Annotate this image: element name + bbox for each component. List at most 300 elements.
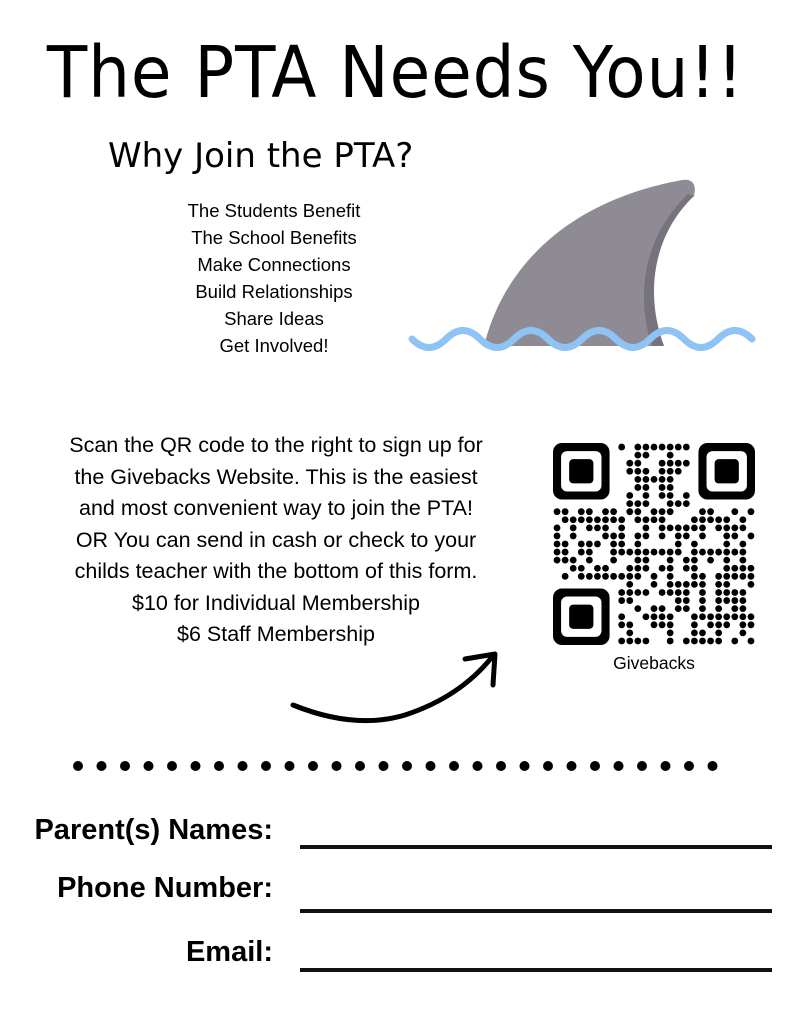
qr-module [683, 444, 690, 451]
form-row-phone [0, 868, 791, 918]
divider-dot [661, 761, 671, 771]
qr-module [578, 549, 585, 556]
qr-module [699, 533, 706, 540]
qr-module [594, 524, 601, 531]
qr-module [691, 549, 698, 556]
qr-module [675, 500, 682, 507]
qr-module [723, 565, 730, 572]
qr-module [651, 573, 658, 580]
qr-module [731, 549, 738, 556]
qr-module [634, 516, 641, 523]
qr-module [739, 524, 746, 531]
divider-dot [238, 761, 248, 771]
qr-module [602, 516, 609, 523]
qr-module [659, 524, 666, 531]
qr-module [643, 638, 650, 645]
info-line: OR You can send in cash or check to your [75, 527, 477, 552]
qr-module [634, 565, 641, 572]
qr-module [675, 524, 682, 531]
qr-finder-pattern [715, 459, 739, 483]
divider-dot [355, 761, 365, 771]
qr-module [602, 573, 609, 580]
divider-dot [473, 761, 483, 771]
divider-dot [614, 761, 624, 771]
qr-module [731, 605, 738, 612]
qr-module [707, 557, 714, 564]
qr-module [683, 597, 690, 604]
qr-module [691, 573, 698, 580]
qr-finder-pattern [569, 459, 593, 483]
qr-module [643, 557, 650, 564]
qr-module [651, 605, 658, 612]
qr-module [731, 638, 738, 645]
qr-module [667, 549, 674, 556]
qr-module [643, 533, 650, 540]
qr-module [699, 629, 706, 636]
qr-module [634, 605, 641, 612]
qr-module [562, 573, 569, 580]
qr-module [715, 605, 722, 612]
qr-module [643, 613, 650, 620]
qr-module [626, 565, 633, 572]
qr-module [667, 492, 674, 499]
qr-module [570, 516, 577, 523]
divider-dot [684, 761, 694, 771]
qr-module [659, 492, 666, 499]
qr-module [626, 573, 633, 580]
divider-dot [520, 761, 530, 771]
qr-module [699, 524, 706, 531]
qr-module [731, 613, 738, 620]
qr-module [578, 541, 585, 548]
divider-dot [496, 761, 506, 771]
qr-module [707, 613, 714, 620]
qr-code-icon[interactable] [553, 443, 755, 645]
qr-module [586, 541, 593, 548]
qr-module [634, 541, 641, 548]
qr-module [739, 549, 746, 556]
qr-module [731, 533, 738, 540]
qr-module [675, 549, 682, 556]
qr-module [562, 508, 569, 515]
qr-module [667, 638, 674, 645]
qr-module [691, 557, 698, 564]
qr-module [610, 508, 617, 515]
qr-module [651, 581, 658, 588]
qr-module [610, 573, 617, 580]
qr-module [626, 629, 633, 636]
qr-module [602, 508, 609, 515]
qr-module [731, 589, 738, 596]
benefit-item: The School Benefits [191, 227, 357, 248]
qr-module [618, 589, 625, 596]
divider-dot [214, 761, 224, 771]
qr-module [618, 638, 625, 645]
qr-module [748, 573, 755, 580]
qr-module [715, 597, 722, 604]
benefit-item: The Students Benefit [187, 200, 361, 221]
qr-module [659, 549, 666, 556]
qr-module [723, 597, 730, 604]
qr-module [699, 573, 706, 580]
qr-module [683, 565, 690, 572]
qr-module [699, 613, 706, 620]
qr-module [748, 613, 755, 620]
form-label: Phone Number: [57, 872, 273, 904]
divider-dot [120, 761, 130, 771]
qr-module [683, 605, 690, 612]
qr-module [651, 516, 658, 523]
qr-module [626, 597, 633, 604]
qr-module [626, 549, 633, 556]
shark-fin-icon [402, 172, 762, 362]
divider-dot [567, 761, 577, 771]
info-line: and most convenient way to join the PTA! [79, 496, 473, 520]
divider-dot [449, 761, 459, 771]
qr-module [707, 638, 714, 645]
qr-module [667, 500, 674, 507]
qr-module [667, 581, 674, 588]
qr-module [610, 533, 617, 540]
qr-module [659, 533, 666, 540]
qr-module [707, 508, 714, 515]
qr-module [578, 573, 585, 580]
qr-module [659, 589, 666, 596]
qr-module [643, 500, 650, 507]
qr-module [739, 573, 746, 580]
qr-module [659, 605, 666, 612]
qr-module [683, 500, 690, 507]
qr-module [651, 508, 658, 515]
page-title: The PTA Needs You!! [46, 31, 745, 114]
qr-module [634, 444, 641, 451]
info-line: Scan the QR code to the right to sign up for [69, 433, 483, 457]
qr-module [634, 549, 641, 556]
qr-module [634, 573, 641, 580]
qr-module [626, 468, 633, 475]
qr-module [723, 533, 730, 540]
qr-module [643, 468, 650, 475]
divider-dot [590, 761, 600, 771]
divider-dot [426, 761, 436, 771]
dotted-divider [70, 756, 720, 776]
qr-module [699, 638, 706, 645]
qr-module [618, 597, 625, 604]
divider-dot [97, 761, 107, 771]
qr-module [570, 524, 577, 531]
qr-module [634, 638, 641, 645]
divider-dot [637, 761, 647, 771]
info-line: childs teacher with the bottom of this form. [74, 559, 478, 583]
divider-dot [543, 761, 553, 771]
qr-module [675, 444, 682, 451]
qr-module [562, 541, 569, 548]
qr-module [578, 508, 585, 515]
qr-module [659, 484, 666, 491]
qr-module [707, 549, 714, 556]
qr-module [626, 508, 633, 515]
qr-module [683, 524, 690, 531]
qr-module [643, 549, 650, 556]
qr-module [626, 638, 633, 645]
qr-module [691, 516, 698, 523]
qr-module [643, 524, 650, 531]
qr-module [707, 621, 714, 628]
qr-module [723, 589, 730, 596]
qr-module [651, 476, 658, 483]
qr-module [634, 500, 641, 507]
qr-module [739, 613, 746, 620]
qr-module [667, 565, 674, 572]
qr-module [683, 533, 690, 540]
qr-module [643, 484, 650, 491]
qr-module [554, 541, 561, 548]
qr-module [723, 516, 730, 523]
divider-dot [308, 761, 318, 771]
benefit-item: Share Ideas [224, 308, 324, 329]
qr-module [699, 549, 706, 556]
phone-number-line[interactable] [300, 909, 772, 913]
qr-module [643, 565, 650, 572]
benefit-item: Get Involved! [219, 335, 329, 356]
qr-module [586, 557, 593, 564]
divider-dot [285, 761, 295, 771]
qr-module [675, 468, 682, 475]
qr-module [691, 621, 698, 628]
qr-module [659, 613, 666, 620]
qr-module [699, 589, 706, 596]
divider-dot [402, 761, 412, 771]
qr-module [699, 508, 706, 515]
qr-module [723, 524, 730, 531]
qr-module [667, 573, 674, 580]
qr-module [675, 460, 682, 467]
qr-module [634, 476, 641, 483]
qr-module [715, 629, 722, 636]
qr-module [570, 533, 577, 540]
qr-module [667, 508, 674, 515]
qr-module [683, 492, 690, 499]
qr-module [675, 597, 682, 604]
qr-module [699, 605, 706, 612]
qr-module [643, 492, 650, 499]
qr-module [618, 549, 625, 556]
qr-label: Givebacks [613, 653, 695, 673]
qr-module [691, 524, 698, 531]
qr-module [667, 476, 674, 483]
qr-module [691, 565, 698, 572]
qr-module [554, 549, 561, 556]
qr-module [683, 638, 690, 645]
form-row-parent-names [0, 810, 791, 860]
benefit-item: Build Relationships [195, 281, 353, 302]
qr-module [667, 484, 674, 491]
qr-module [586, 524, 593, 531]
qr-module [739, 541, 746, 548]
qr-module [739, 605, 746, 612]
benefits-list [150, 197, 398, 359]
qr-module [626, 492, 633, 499]
qr-module [618, 516, 625, 523]
qr-module [659, 565, 666, 572]
parent-names-line[interactable] [300, 845, 772, 849]
qr-module [659, 476, 666, 483]
qr-module [731, 508, 738, 515]
qr-module [707, 516, 714, 523]
qr-module [699, 516, 706, 523]
qr-module [691, 629, 698, 636]
qr-module [683, 460, 690, 467]
qr-module [643, 589, 650, 596]
qr-module [570, 557, 577, 564]
qr-module [715, 613, 722, 620]
qr-module [715, 621, 722, 628]
qr-module [594, 541, 601, 548]
qr-module [731, 565, 738, 572]
qr-module [618, 541, 625, 548]
qr-module [715, 524, 722, 531]
qr-module [570, 565, 577, 572]
form-label: Email: [185, 936, 273, 968]
divider-dot [144, 761, 154, 771]
qr-module [731, 524, 738, 531]
qr-module [618, 524, 625, 531]
qr-module [667, 468, 674, 475]
qr-module [683, 557, 690, 564]
qr-module [667, 452, 674, 459]
qr-module [739, 557, 746, 564]
qr-module [748, 638, 755, 645]
qr-module [667, 613, 674, 620]
qr-module [634, 452, 641, 459]
qr-module [723, 557, 730, 564]
divider-dot [332, 761, 342, 771]
qr-module [554, 557, 561, 564]
form-label: Parent(s) Names: [34, 814, 273, 846]
qr-module [643, 444, 650, 451]
divider-dot [191, 761, 201, 771]
qr-finder-pattern [569, 605, 593, 629]
subtitle: Why Join the PTA? [108, 136, 414, 176]
email-line[interactable] [300, 968, 772, 972]
qr-module [578, 516, 585, 523]
qr-module [683, 589, 690, 596]
qr-module [659, 621, 666, 628]
qr-module [748, 621, 755, 628]
qr-module [602, 565, 609, 572]
qr-module [634, 460, 641, 467]
benefit-item: Make Connections [197, 254, 351, 275]
qr-module [748, 581, 755, 588]
qr-module [739, 589, 746, 596]
divider-dot [167, 761, 177, 771]
divider-dot [379, 761, 389, 771]
form-row-email [0, 932, 791, 982]
qr-module [562, 557, 569, 564]
qr-module [586, 516, 593, 523]
qr-module [643, 476, 650, 483]
qr-module [554, 524, 561, 531]
qr-module [731, 597, 738, 604]
qr-module [594, 516, 601, 523]
qr-module [739, 597, 746, 604]
qr-module [643, 452, 650, 459]
qr-module [659, 460, 666, 467]
qr-module [667, 589, 674, 596]
qr-module [675, 605, 682, 612]
qr-module [667, 557, 674, 564]
qr-module [691, 613, 698, 620]
qr-module [691, 541, 698, 548]
qr-module [659, 508, 666, 515]
qr-module [651, 549, 658, 556]
qr-module [675, 533, 682, 540]
qr-module [739, 621, 746, 628]
qr-module [562, 549, 569, 556]
qr-module [618, 533, 625, 540]
qr-module [715, 638, 722, 645]
qr-module [748, 565, 755, 572]
qr-module [723, 581, 730, 588]
info-line: $6 Staff Membership [177, 622, 375, 646]
qr-module [586, 549, 593, 556]
qr-module [691, 581, 698, 588]
qr-module [610, 549, 617, 556]
qr-module [602, 533, 609, 540]
qr-module [739, 565, 746, 572]
curved-arrow-icon [285, 645, 505, 735]
qr-module [594, 565, 601, 572]
qr-module [626, 581, 633, 588]
qr-module [723, 541, 730, 548]
divider-dot [261, 761, 271, 771]
qr-module [594, 573, 601, 580]
qr-module [675, 541, 682, 548]
qr-module [626, 500, 633, 507]
qr-module [626, 589, 633, 596]
qr-module [651, 613, 658, 620]
qr-module [715, 549, 722, 556]
qr-module [626, 460, 633, 467]
qr-module [731, 573, 738, 580]
qr-module [675, 581, 682, 588]
qr-module [634, 508, 641, 515]
qr-module [562, 516, 569, 523]
qr-module [748, 533, 755, 540]
qr-module [723, 549, 730, 556]
qr-module [618, 621, 625, 628]
qr-module [683, 581, 690, 588]
qr-module [667, 621, 674, 628]
qr-module [659, 444, 666, 451]
qr-module [675, 589, 682, 596]
qr-module [618, 573, 625, 580]
qr-module [715, 573, 722, 580]
qr-module [602, 524, 609, 531]
qr-module [651, 444, 658, 451]
qr-module [723, 573, 730, 580]
qr-module [643, 516, 650, 523]
qr-module [634, 557, 641, 564]
qr-module [618, 613, 625, 620]
qr-module [618, 444, 625, 451]
qr-module [634, 589, 641, 596]
qr-module [586, 508, 593, 515]
qr-module [699, 597, 706, 604]
info-line: $10 for Individual Membership [131, 590, 420, 615]
divider-dot [73, 761, 83, 771]
qr-module [634, 468, 641, 475]
